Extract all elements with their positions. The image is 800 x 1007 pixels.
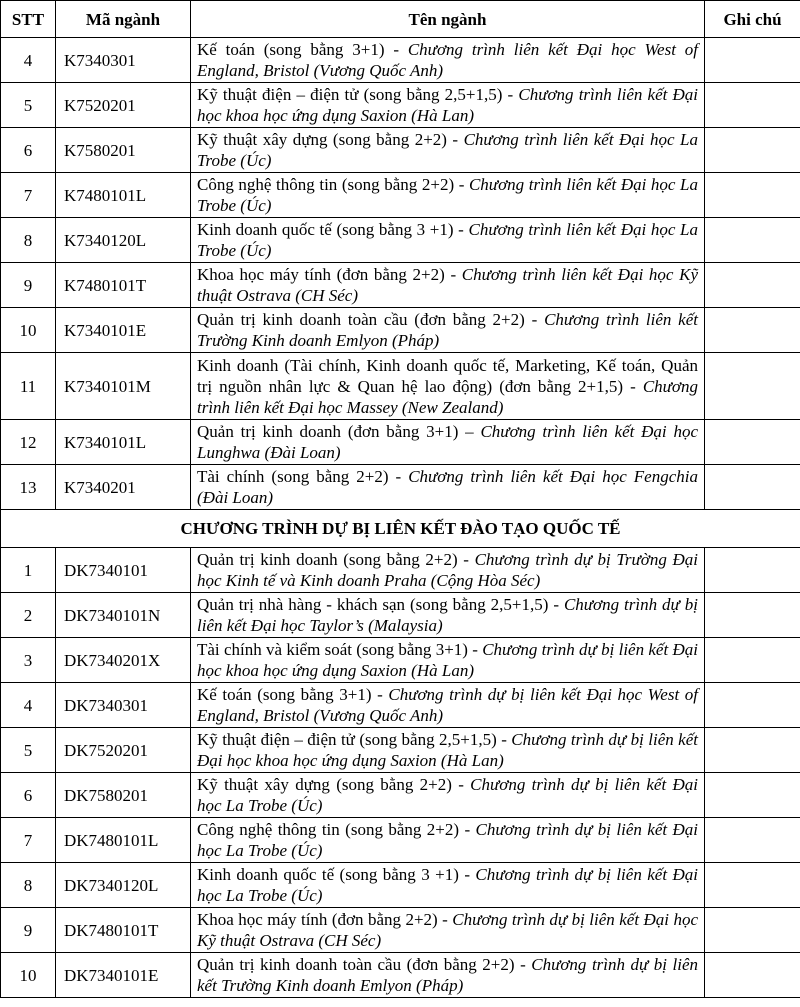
major-name: Kế toán (song bằng 3+1) xyxy=(197,685,372,704)
separator: - xyxy=(514,955,532,974)
row-stt: 8 xyxy=(1,863,56,908)
table-row xyxy=(1,593,800,638)
separator: - xyxy=(388,467,409,486)
program-name: Chương trình dự bị liên kết Đại học La Trobe (Úc) xyxy=(197,820,699,860)
table-row xyxy=(1,638,800,683)
row-note xyxy=(705,953,800,998)
row-stt: 7 xyxy=(1,818,56,863)
row-note xyxy=(705,683,800,728)
row-note xyxy=(705,908,800,953)
header-name: Tên ngành xyxy=(191,1,705,38)
program-name: Chương trình liên kết Trường Kinh doanh Emlyon (Pháp) xyxy=(197,310,698,350)
separator: - xyxy=(459,820,476,839)
program-name: Chương trình dự bị liên kết Đại học La Trobe (Úc) xyxy=(197,865,698,905)
row-name xyxy=(191,683,705,728)
row-name xyxy=(191,420,705,465)
row-code: DK7480101L xyxy=(56,818,191,863)
row-code: DK7340101 xyxy=(56,548,191,593)
program-name: Chương trình liên kết Đại học West of England, Bristol (Vương Quốc Anh) xyxy=(197,40,698,80)
row-stt: 10 xyxy=(1,953,56,998)
separator: - xyxy=(524,310,545,329)
row-note xyxy=(705,638,800,683)
separator: - xyxy=(384,40,408,59)
program-name: Chương trình liên kết Đại học Kỹ thuật Ostrava (CH Séc) xyxy=(197,265,698,305)
row-note xyxy=(705,593,800,638)
table-row xyxy=(1,863,800,908)
row-note xyxy=(705,128,800,173)
row-name xyxy=(191,308,705,353)
separator: - xyxy=(467,640,483,659)
row-code: DK7580201 xyxy=(56,773,191,818)
separator: - xyxy=(451,775,471,794)
header-row xyxy=(1,1,800,38)
program-name: Chương trình dự bị liên kết Đại học Kỹ thuật Ostrava (CH Séc) xyxy=(197,910,699,950)
row-note xyxy=(705,420,800,465)
row-stt: 5 xyxy=(1,728,56,773)
row-name xyxy=(191,728,705,773)
section1-body xyxy=(1,38,800,510)
separator: - xyxy=(457,550,475,569)
program-name: Chương trình dự bị liên kết Đại học khoa học ứng dụng Saxion (Hà Lan) xyxy=(197,730,698,770)
table-row xyxy=(1,263,800,308)
table-row xyxy=(1,953,800,998)
separator: - xyxy=(444,265,462,284)
table-row xyxy=(1,818,800,863)
row-code: DK7340101N xyxy=(56,593,191,638)
row-note xyxy=(705,465,800,510)
row-stt: 1 xyxy=(1,548,56,593)
table-row xyxy=(1,908,800,953)
major-name: Quản trị kinh doanh (đơn bằng 3+1) xyxy=(197,422,459,441)
major-name: Kinh doanh quốc tế (song bằng 3 +1) xyxy=(197,865,459,884)
table-row xyxy=(1,83,800,128)
major-name: Công nghệ thông tin (song bằng 2+2) xyxy=(197,820,460,839)
program-name: Chương trình dự bị Trường Đại học Kinh tế và Kinh doanh Praha (Cộng Hòa Séc) xyxy=(197,550,698,590)
separator: - xyxy=(446,130,464,149)
row-note xyxy=(705,863,800,908)
program-name: Chương trình liên kết Đại học Lunghwa (Đài Loan) xyxy=(197,422,698,462)
major-name: Quản trị kinh doanh toàn cầu (đơn bằng 2+2) xyxy=(197,955,515,974)
table-row xyxy=(1,728,800,773)
table-row xyxy=(1,218,800,263)
section-heading-row xyxy=(1,510,800,548)
header-note: Ghi chú xyxy=(705,1,800,38)
row-note xyxy=(705,173,800,218)
row-code: K7580201 xyxy=(56,128,191,173)
row-code: DK7520201 xyxy=(56,728,191,773)
row-code: DK7480101T xyxy=(56,908,191,953)
program-name: Chương trình liên kết Đại học La Trobe (Úc) xyxy=(197,175,698,215)
separator: - xyxy=(502,85,519,104)
row-note xyxy=(705,218,800,263)
major-name: Kỹ thuật xây dựng (song bằng 2+2) xyxy=(197,130,447,149)
major-name: Kỹ thuật điện – điện tử (song bằng 2,5+1,5) xyxy=(197,85,503,104)
row-code: K7340201 xyxy=(56,465,191,510)
row-stt: 12 xyxy=(1,420,56,465)
major-name: Kế toán (song bằng 3+1) xyxy=(197,40,385,59)
separator: - xyxy=(437,910,453,929)
row-stt: 8 xyxy=(1,218,56,263)
row-stt: 7 xyxy=(1,173,56,218)
row-name xyxy=(191,38,705,83)
major-name: Quản trị kinh doanh toàn cầu (đơn bằng 2+2) xyxy=(197,310,525,329)
row-name xyxy=(191,173,705,218)
major-name: Quản trị nhà hàng - khách sạn (song bằng 2,5+1,5) xyxy=(197,595,549,614)
row-note xyxy=(705,548,800,593)
program-name: Chương trình dự bị liên kết Đại học La Trobe (Úc) xyxy=(197,775,698,815)
program-name: Chương trình dự bị liên kết Trường Kinh doanh Emlyon (Pháp) xyxy=(197,955,699,995)
row-name xyxy=(191,593,705,638)
row-name xyxy=(191,465,705,510)
table-row xyxy=(1,38,800,83)
major-name: Kỹ thuật xây dựng (song bằng 2+2) xyxy=(197,775,452,794)
row-stt: 4 xyxy=(1,38,56,83)
program-name: Chương trình dự bị liên kết Đại học khoa học ứng dụng Saxion (Hà Lan) xyxy=(197,640,698,680)
row-name xyxy=(191,83,705,128)
program-name: Chương trình liên kết Đại học Fengchia (Đài Loan) xyxy=(197,467,698,507)
row-note xyxy=(705,818,800,863)
row-name xyxy=(191,818,705,863)
program-name: Chương trình liên kết Đại học La Trobe (Úc) xyxy=(197,220,698,260)
program-name: Chương trình dự bị liên kết Đại học Taylor’s (Malaysia) xyxy=(197,595,698,635)
program-name: Chương trình liên kết Đại học khoa học ứng dụng Saxion (Hà Lan) xyxy=(197,85,698,125)
program-name: Chương trình liên kết Đại học La Trobe (Úc) xyxy=(197,130,698,170)
row-code: K7340301 xyxy=(56,38,191,83)
row-note xyxy=(705,38,800,83)
major-name: Công nghệ thông tin (song bằng 2+2) xyxy=(197,175,455,194)
row-note xyxy=(705,728,800,773)
row-code: K7480101L xyxy=(56,173,191,218)
section-heading: CHƯƠNG TRÌNH DỰ BỊ LIÊN KẾT ĐÀO TẠO QUỐC TẾ xyxy=(1,510,800,548)
separator: - xyxy=(458,865,476,884)
row-stt: 5 xyxy=(1,83,56,128)
separator: - xyxy=(548,595,564,614)
table-row xyxy=(1,128,800,173)
row-stt: 4 xyxy=(1,683,56,728)
major-name: Khoa học máy tính (đơn bằng 2+2) xyxy=(197,265,445,284)
row-code: K7340120L xyxy=(56,218,191,263)
header-code: Mã ngành xyxy=(56,1,191,38)
program-name: Chương trình liên kết Đại học Massey (New Zealand) xyxy=(197,376,698,417)
separator: - xyxy=(454,175,469,194)
separator: - xyxy=(496,730,512,749)
major-name: Tài chính (song bằng 2+2) xyxy=(197,467,389,486)
table-row xyxy=(1,773,800,818)
table-row xyxy=(1,465,800,510)
row-name xyxy=(191,353,705,420)
section2-body xyxy=(1,510,800,998)
row-stt: 2 xyxy=(1,593,56,638)
row-stt: 10 xyxy=(1,308,56,353)
row-name xyxy=(191,773,705,818)
row-code: K7340101M xyxy=(56,353,191,420)
row-name xyxy=(191,638,705,683)
row-stt: 11 xyxy=(1,353,56,420)
table-row xyxy=(1,308,800,353)
row-stt: 3 xyxy=(1,638,56,683)
row-code: K7520201 xyxy=(56,83,191,128)
row-name xyxy=(191,218,705,263)
row-note xyxy=(705,83,800,128)
row-code: K7340101E xyxy=(56,308,191,353)
row-code: DK7340120L xyxy=(56,863,191,908)
row-note xyxy=(705,773,800,818)
major-name: Tài chính và kiểm soát (song bằng 3+1) xyxy=(197,640,468,659)
row-name xyxy=(191,863,705,908)
row-code: K7480101T xyxy=(56,263,191,308)
major-name: Kỹ thuật điện – điện tử (song bằng 2,5+1,5) xyxy=(197,730,497,749)
major-name: Kinh doanh quốc tế (song bằng 3 +1) xyxy=(197,220,454,239)
major-name: Khoa học máy tính (đơn bằng 2+2) xyxy=(197,910,438,929)
row-stt: 6 xyxy=(1,773,56,818)
row-code: DK7340301 xyxy=(56,683,191,728)
row-code: DK7340101E xyxy=(56,953,191,998)
separator: - xyxy=(623,376,643,396)
row-note xyxy=(705,308,800,353)
row-name xyxy=(191,953,705,998)
row-name xyxy=(191,548,705,593)
separator: - xyxy=(371,685,389,704)
table-row xyxy=(1,353,800,420)
separator: - xyxy=(453,220,469,239)
row-stt: 9 xyxy=(1,908,56,953)
separator: – xyxy=(458,422,481,441)
header-stt: STT xyxy=(1,1,56,38)
row-name xyxy=(191,128,705,173)
table-row xyxy=(1,548,800,593)
major-name: Kinh doanh (Tài chính, Kinh doanh quốc tế, Marketing, Kế toán, Quản trị nguồn nhân lực & Quan hệ lao động) (đơn bằng 2+1,5) xyxy=(197,355,698,396)
table-row xyxy=(1,173,800,218)
row-note xyxy=(705,263,800,308)
program-name: Chương trình dự bị liên kết Đại học West of England, Bristol (Vương Quốc Anh) xyxy=(197,685,698,725)
major-name: Quản trị kinh doanh (song bằng 2+2) xyxy=(197,550,458,569)
row-stt: 13 xyxy=(1,465,56,510)
row-name xyxy=(191,908,705,953)
row-stt: 9 xyxy=(1,263,56,308)
row-name xyxy=(191,263,705,308)
table-row xyxy=(1,683,800,728)
row-stt: 6 xyxy=(1,128,56,173)
row-note xyxy=(705,353,800,420)
row-code: DK7340201X xyxy=(56,638,191,683)
table-row xyxy=(1,420,800,465)
row-code: K7340101L xyxy=(56,420,191,465)
